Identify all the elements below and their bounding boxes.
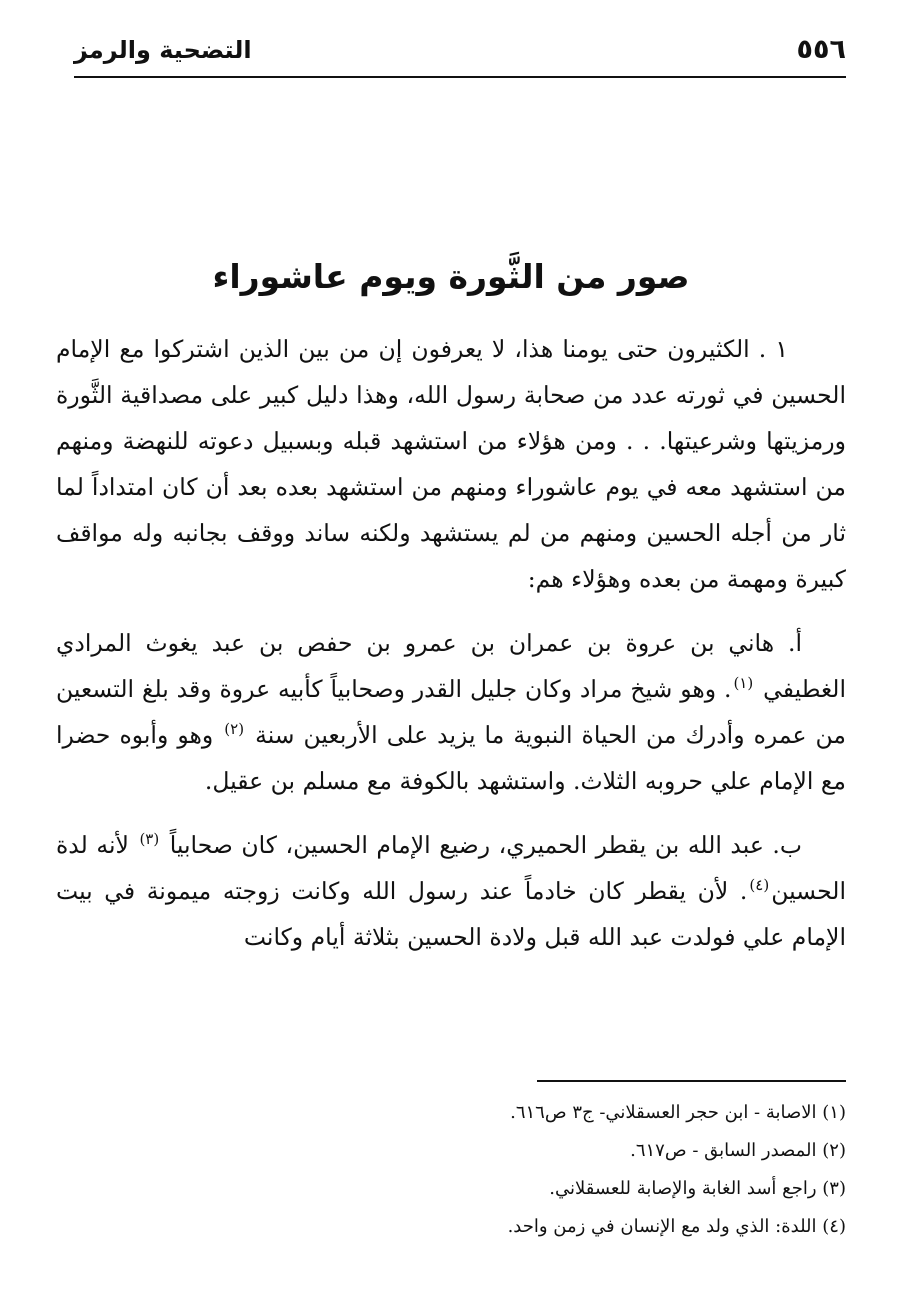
footnote-ref-2[interactable]: (٢) (224, 720, 245, 738)
running-title: التضحية والرمز (74, 36, 252, 64)
item-b-text-3: . لأن يقطر كان خادماً عند رسول الله وكانت زوجته ميمونة في بيت الإمام علي فولدت عبد الله قبل ولادة الحسين بثلاثة أيام وكانت (56, 877, 846, 951)
item-b-text-1: ب. عبد الله بن يقطر الحميري، رضيع الإمام الحسين، كان صحابياً (169, 831, 802, 859)
footnote-1: (١) الاصابة - ابن حجر العسقلاني- ج٣ ص٦١٦. (510, 1102, 846, 1123)
footnote-ref-4[interactable]: (٤) (749, 876, 770, 894)
footnote-3: (٣) راجع أسد الغابة والإصابة للعسقلاني. (549, 1178, 846, 1199)
footnote-2: (٢) المصدر السابق - ص٦١٧. (630, 1140, 846, 1161)
running-header (74, 30, 846, 78)
footnote-4: (٤) اللدة: الذي ولد مع الإنسان في زمن واحد. (507, 1216, 846, 1237)
item-b-text-2: لأنه لدة الحسين (56, 831, 846, 905)
paragraph-item-a (56, 620, 846, 804)
footnotes (56, 1094, 846, 1246)
footnote-separator (537, 1080, 846, 1082)
chapter-title: صور من الثَّورة ويوم عاشوراء (212, 257, 690, 296)
footnote-ref-1[interactable]: (١) (733, 674, 754, 692)
item-a-text-2: . وهو شيخ مراد وكان جليل القدر وصحابياً كأبيه عروة وقد بلغ التسعين من عمره وأدرك من الحياة النبوية ما يزيد على الأربعين سنة (56, 675, 846, 749)
item-a-text-3: وهو وأبوه حضرا مع الإمام علي حروبه الثلاث. واستشهد بالكوفة مع مسلم بن عقيل. (56, 721, 846, 795)
page-number: ٥٥٦ (796, 34, 846, 65)
item-a-text-1: أ. هاني بن عروة بن عمران بن عمرو بن حفص بن عبد يغوث المرادي الغطيفي (56, 629, 846, 703)
body-text (56, 326, 846, 978)
paragraph-item-b (56, 822, 846, 960)
paragraph-1: ١ . الكثيرون حتى يومنا هذا، لا يعرفون إن من بين الذين اشتركوا مع الإمام الحسين في ثورته عدد من صحابة رسول الله، وهذا دليل كبير على مصداقية الثَّورة ورمزيتها وشرعيتها. . . ومن هؤلاء من استشهد قبله وبسبيل دعوته للنهضة ومنهم من استشهد معه في يوم عاشوراء ومنهم من استشهد بعده بعد أن كان امتداداً لما ثار من أجله الحسين ومنهم من لم يستشهد ولكنه ساند ووقف بجانبه وله مواقف كبيرة ومهمة من بعده وهؤلاء هم: (56, 335, 846, 593)
footnote-ref-3[interactable]: (٣) (139, 830, 160, 848)
